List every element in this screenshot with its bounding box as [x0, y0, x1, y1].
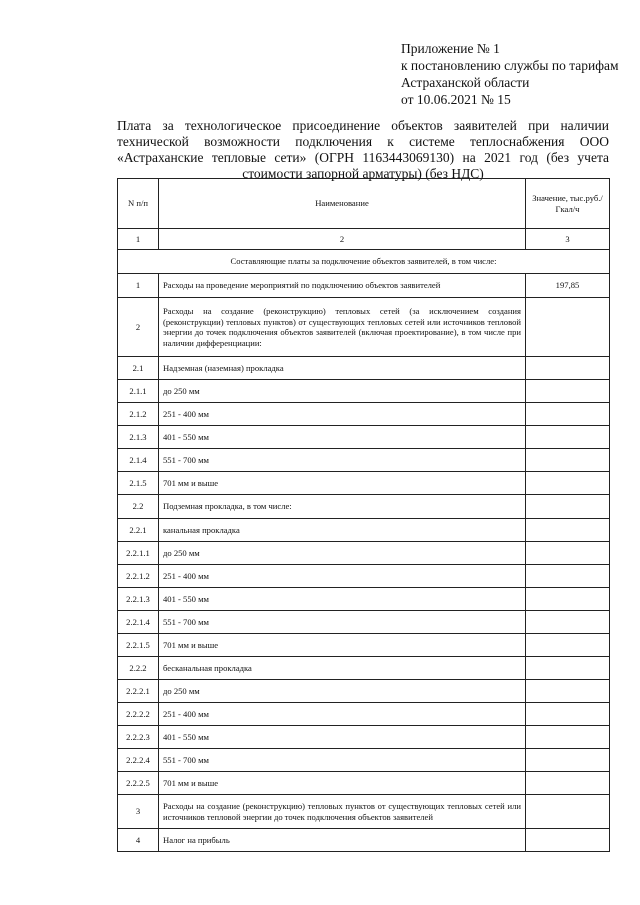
table-row: [118, 519, 610, 542]
row-name: 701 мм и выше: [159, 634, 526, 657]
row-number: 2.1.1: [118, 380, 159, 403]
row-number: 2.2.2.2: [118, 703, 159, 726]
column-number-row: [118, 229, 610, 250]
appendix-line-3: Астраханской области: [401, 75, 530, 90]
table-row: [118, 495, 610, 519]
row-name: 551 - 700 мм: [159, 449, 526, 472]
row-value: [526, 426, 610, 449]
table-row: [118, 772, 610, 795]
row-name: 251 - 400 мм: [159, 403, 526, 426]
row-name: 551 - 700 мм: [159, 611, 526, 634]
row-value: [526, 634, 610, 657]
table-row: [118, 403, 610, 426]
row-value: [526, 298, 610, 357]
row-number: 1: [118, 274, 159, 298]
row-name: 401 - 550 мм: [159, 588, 526, 611]
row-name: бесканальная прокладка: [159, 657, 526, 680]
table-row: [118, 749, 610, 772]
row-number: 2.1.4: [118, 449, 159, 472]
row-number: 2.1.2: [118, 403, 159, 426]
table-row: [118, 657, 610, 680]
header-num: N п/п: [118, 179, 159, 229]
row-number: 2: [118, 298, 159, 357]
table-row: [118, 588, 610, 611]
row-value: [526, 519, 610, 542]
row-value: [526, 829, 610, 852]
table-row: [118, 542, 610, 565]
table-row: [118, 472, 610, 495]
table-row: [118, 829, 610, 852]
column-number-3: 3: [526, 229, 610, 250]
row-number: 4: [118, 829, 159, 852]
appendix-line-4: от 10.06.2021 № 15: [401, 92, 511, 107]
table-row: [118, 680, 610, 703]
row-name: Налог на прибыль: [159, 829, 526, 852]
row-value: [526, 495, 610, 519]
appendix-line-1: Приложение № 1: [401, 41, 500, 56]
tariff-table: [117, 178, 610, 852]
table-header-row: [118, 179, 610, 229]
table-row: [118, 795, 610, 829]
row-number: 3: [118, 795, 159, 829]
row-number: 2.2.2: [118, 657, 159, 680]
row-name: до 250 мм: [159, 680, 526, 703]
column-number-1: 1: [118, 229, 159, 250]
row-value: [526, 472, 610, 495]
table-row: [118, 357, 610, 380]
row-value: [526, 795, 610, 829]
row-value: [526, 542, 610, 565]
table-row: [118, 703, 610, 726]
appendix-block: [401, 40, 619, 108]
row-value: [526, 680, 610, 703]
row-number: 2.2.2.1: [118, 680, 159, 703]
row-number: 2.2.1.5: [118, 634, 159, 657]
row-name: Расходы на создание (реконструкцию) тепловых сетей (за исключением создания (реконструкции) тепловых пунктов) от существующих тепловых сетей или источников тепловой энергии до точек подключения объектов заявителей (включая проектирование), в том числе при наличии дифференциации:: [159, 298, 526, 357]
row-name: 251 - 400 мм: [159, 703, 526, 726]
table-row: [118, 611, 610, 634]
appendix-line-2: к постановлению службы по тарифам: [401, 58, 619, 73]
section-caption-row: [118, 250, 610, 274]
row-name: Расходы на проведение мероприятий по подключению объектов заявителей: [159, 274, 526, 298]
row-value: [526, 611, 610, 634]
row-name: 701 мм и выше: [159, 772, 526, 795]
row-name: до 250 мм: [159, 542, 526, 565]
row-number: 2.2.2.5: [118, 772, 159, 795]
row-name: 701 мм и выше: [159, 472, 526, 495]
row-number: 2.2.2.4: [118, 749, 159, 772]
table-row: [118, 449, 610, 472]
header-value: Значение, тыс.руб./Гкал/ч: [526, 179, 610, 229]
row-name: Подземная прокладка, в том числе:: [159, 495, 526, 519]
row-value: [526, 449, 610, 472]
document-title: Плата за технологическое присоединение объектов заявителей при наличии технической возможности подключения к системе теплоснабжения ООО «Астраханские тепловые сети» (ОГРН 1163443069130) на 2021 год (без учета стоимости запорной арматуры) (без НДС): [117, 118, 609, 181]
row-value: [526, 588, 610, 611]
section-caption: Составляющие платы за подключение объектов заявителей, в том числе:: [118, 250, 610, 274]
row-value: [526, 380, 610, 403]
row-number: 2.2: [118, 495, 159, 519]
table-row: [118, 634, 610, 657]
row-number: 2.2.1.2: [118, 565, 159, 588]
row-value: [526, 357, 610, 380]
table-row: [118, 274, 610, 298]
column-number-2: 2: [159, 229, 526, 250]
row-name: Расходы на создание (реконструкцию) тепловых пунктов от существующих тепловых сетей или источников тепловой энергии до точек подключения объектов заявителей: [159, 795, 526, 829]
table-row: [118, 380, 610, 403]
row-number: 2.2.2.3: [118, 726, 159, 749]
row-value: 197,85: [526, 274, 610, 298]
row-number: 2.2.1: [118, 519, 159, 542]
row-value: [526, 703, 610, 726]
row-name: 401 - 550 мм: [159, 726, 526, 749]
row-number: 2.1.3: [118, 426, 159, 449]
row-name: 251 - 400 мм: [159, 565, 526, 588]
row-number: 2.1: [118, 357, 159, 380]
row-value: [526, 403, 610, 426]
row-name: Надземная (наземная) прокладка: [159, 357, 526, 380]
row-name: канальная прокладка: [159, 519, 526, 542]
row-value: [526, 749, 610, 772]
row-name: 401 - 550 мм: [159, 426, 526, 449]
row-number: 2.2.1.1: [118, 542, 159, 565]
row-value: [526, 565, 610, 588]
row-number: 2.2.1.4: [118, 611, 159, 634]
row-number: 2.1.5: [118, 472, 159, 495]
row-name: до 250 мм: [159, 380, 526, 403]
table-row: [118, 726, 610, 749]
row-value: [526, 772, 610, 795]
table-row: [118, 565, 610, 588]
header-name: Наименование: [159, 179, 526, 229]
row-name: 551 - 700 мм: [159, 749, 526, 772]
row-number: 2.2.1.3: [118, 588, 159, 611]
row-value: [526, 657, 610, 680]
table-row: [118, 426, 610, 449]
row-value: [526, 726, 610, 749]
table-row: [118, 298, 610, 357]
